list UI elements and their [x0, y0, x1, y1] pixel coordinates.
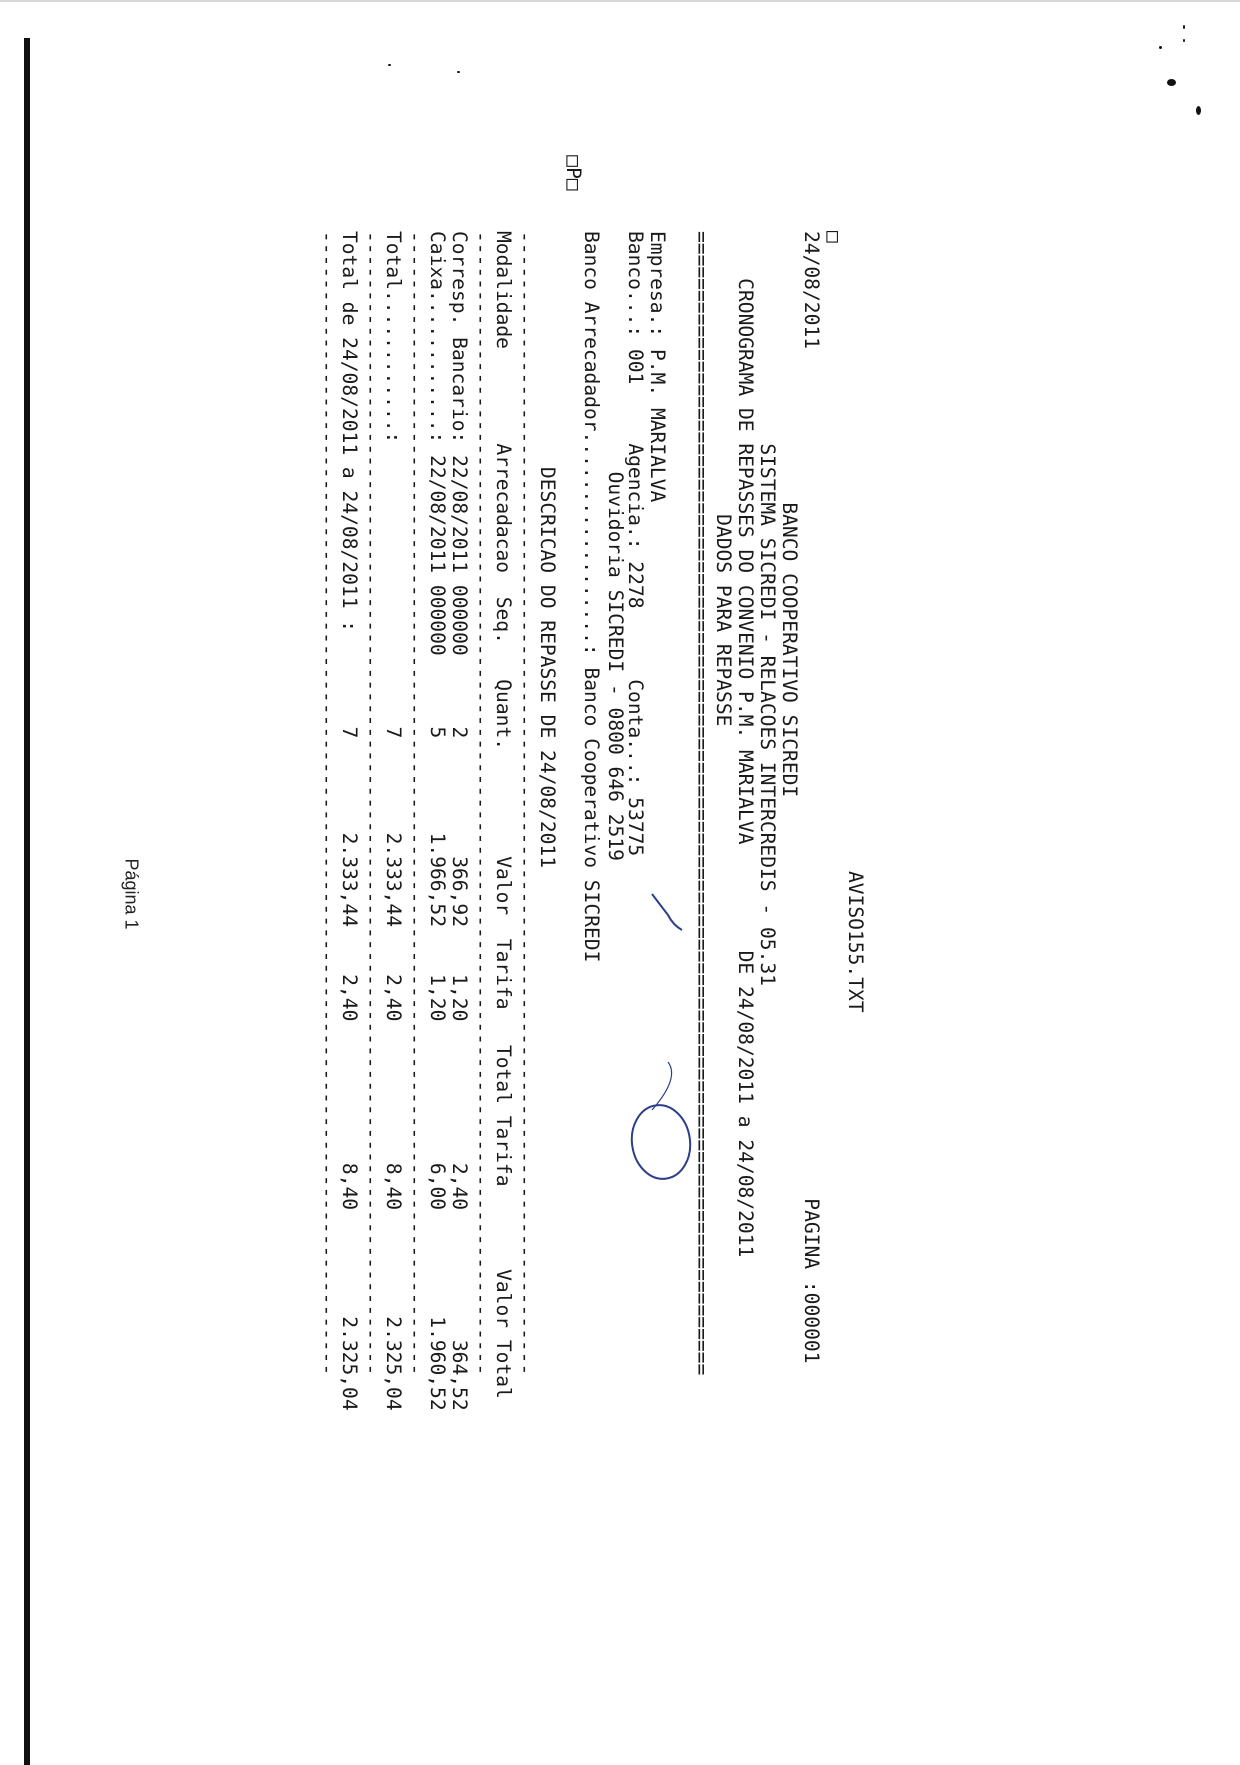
report-line: DESCRICAO DO REPASSE DE 24/08/2011 — [536, 231, 559, 869]
report-line: □ — [822, 231, 845, 243]
circled-total-mark — [627, 1101, 695, 1182]
report-line: ------------------------------------------------------------------------------------------------- — [514, 231, 537, 1376]
check-mark — [652, 894, 682, 930]
report-file-name: AVISO155.TXT — [844, 871, 867, 1013]
report-line: DADOS PARA REPASSE — [712, 231, 735, 727]
report-line: SISTEMA SICREDI - RELACOES INTERCREDIS - 05.31 — [756, 231, 779, 986]
report-line: □P□ — [562, 155, 585, 191]
report-line: Banco...: 001 Agencia.: 2278 Conta...: 53775 — [624, 231, 647, 857]
report-line: CRONOGRAMA DE REPASSES DO CONVENIO P.M. MARIALVA DE 24/08/2011 a 24/08/2011 — [734, 231, 757, 1258]
report-line: Total de 24/08/2011 a 24/08/2011 : 7 2.333,44 2,40 8,40 2.325,04 — [338, 231, 361, 1411]
report-line: ------------------------------------------------------------------------------------------------- — [360, 231, 383, 1376]
report-line: Modalidade Arrecadacao Seq. Quant. Valor Tarifa Total Tarifa Valor Total — [492, 231, 515, 1399]
report-line: ------------------------------------------------------------------------------------------------- — [316, 231, 339, 1376]
report-line: Corresp. Bancario: 22/08/2011 000000 2 366,92 1,20 2,40 364,52 — [448, 231, 471, 1411]
report-line: 24/08/2011 PAGINA :000001 — [800, 231, 823, 1364]
page-number-footer: Página 1 — [121, 858, 142, 930]
report-line: Ouvidoria SICREDI - 0800 646 2519 — [604, 271, 627, 861]
report-line: Empresa.: P.M. MARIALVA — [646, 231, 669, 503]
report-line: ------------------------------------------------------------------------------------------------- — [404, 231, 427, 1376]
pen-stroke — [652, 1062, 672, 1110]
report-line: BANCO COOPERATIVO SICREDI — [778, 231, 801, 798]
report-line: Banco Arrecadador..................: Banco Cooperativo SICREDI — [580, 231, 603, 963]
report-line: Caixa............: 22/08/2011 000000 5 1.966,52 1,20 6,00 1.960,52 — [426, 231, 449, 1411]
report-line: ================================================================================================= — [690, 231, 713, 1376]
report-line: Total............: 7 2.333,44 2,40 8,40 2.325,04 — [382, 231, 405, 1411]
report-line: ------------------------------------------------------------------------------------------------- — [470, 231, 493, 1376]
